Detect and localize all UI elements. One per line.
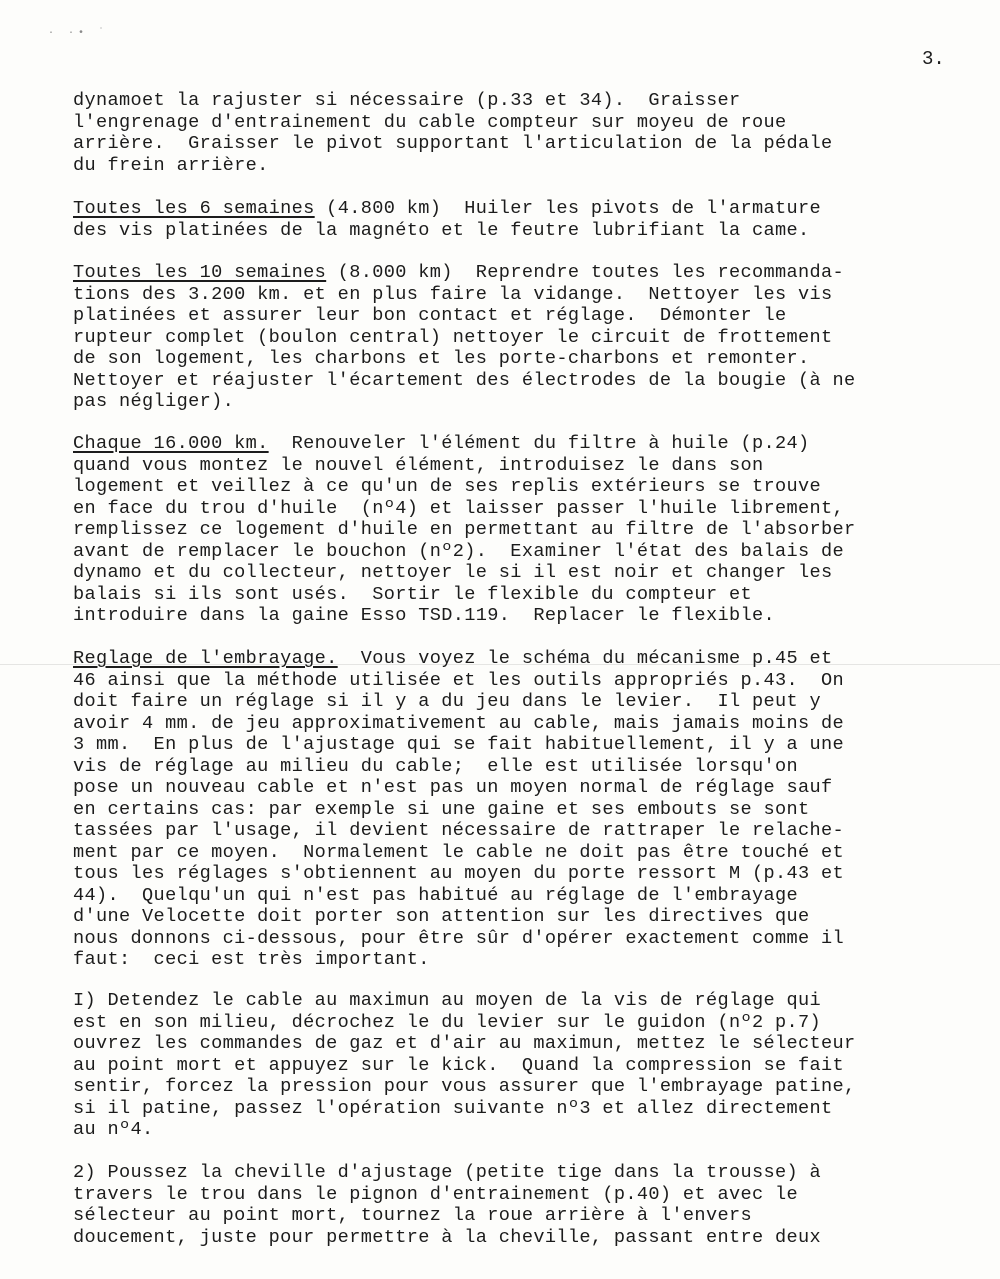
text-line	[73, 284, 833, 305]
text-line	[73, 799, 810, 820]
section-heading: Toutes les 6 semaines	[73, 198, 315, 219]
text-line	[73, 691, 821, 712]
text-run: 46 ainsi que la méthode utilisée et les outils appropriés p.43. On	[73, 669, 845, 691]
text-line	[73, 220, 810, 241]
text-line	[73, 562, 833, 583]
text-run: faut: ceci est très important.	[73, 949, 430, 970]
text-line	[73, 455, 763, 476]
text-run: logement et veillez à ce qu'un de ses replis extérieurs se trouve	[73, 476, 822, 497]
text-line	[73, 777, 833, 798]
text-line	[73, 863, 844, 884]
section-heading: Chaque 16.000 km.	[73, 433, 269, 454]
text-line	[73, 1033, 856, 1054]
text-run: introduire dans la gaine Esso TSD.119. Replacer le flexible.	[73, 605, 775, 626]
text-line	[73, 133, 833, 154]
text-run: Nettoyer et réajuster l'écartement des électrodes de la bougie (à ne	[73, 369, 856, 391]
text-line	[73, 1162, 821, 1183]
text-line	[73, 519, 856, 540]
text-run: 44). Quelqu'un qui n'est pas habitué au réglage de l'embrayage	[73, 884, 799, 906]
text-run: l'engrenage d'entrainement du cable compteur sur moyeu de roue	[73, 111, 787, 133]
text-line	[73, 327, 833, 348]
text-line	[73, 112, 787, 133]
text-run: ouvrez les commandes de gaz et d'air au maximun, mettez le sélecteur	[73, 1033, 856, 1054]
text-line	[73, 370, 856, 391]
text-line	[73, 928, 844, 949]
text-run: pas négliger).	[73, 391, 235, 412]
text-line	[73, 756, 798, 777]
text-line	[73, 605, 775, 626]
text-run: 3 mm. En plus de l'ajustage qui se fait habituellement, il y a une	[73, 734, 845, 755]
text-line	[73, 1098, 833, 1119]
text-run: dynamo et du collecteur, nettoyer le si il est noir et changer les	[73, 562, 833, 583]
text-line	[73, 1076, 856, 1097]
text-line	[73, 262, 844, 283]
text-line	[73, 198, 821, 219]
text-run: en certains cas: par exemple si une gaine et ses embouts se sont	[73, 798, 810, 820]
text-line	[73, 584, 752, 605]
text-run: platinées et assurer leur bon contact et réglage. Démonter le	[73, 305, 787, 326]
text-line	[73, 648, 833, 669]
text-run: (4.800 km) Huiler les pivots de l'armature	[314, 198, 822, 219]
text-run: tassées par l'usage, il devient nécessaire de rattraper le relache-	[73, 820, 845, 841]
text-line	[73, 885, 798, 906]
text-run: de son logement, les charbons et les porte-charbons et remonter.	[73, 348, 810, 369]
text-line	[73, 1119, 154, 1140]
text-run: si il patine, passez l'opération suivante nº3 et allez directement	[73, 1097, 833, 1119]
text-run: Vous voyez le schéma du mécanisme p.45 et	[337, 648, 833, 669]
text-run: vis de réglage au milieu du cable; elle est utilisée lorsqu'on	[73, 755, 799, 777]
text-line	[73, 1205, 752, 1226]
text-run: remplissez ce logement d'huile en permettant au filtre de l'absorber	[73, 519, 856, 540]
text-run: pose un nouveau cable et n'est pas un moyen normal de réglage sauf	[73, 777, 833, 798]
text-run: tions des 3.200 km. et en plus faire la vidange. Nettoyer les vis	[73, 283, 833, 305]
text-line	[73, 670, 844, 691]
text-run: au point mort et appuyez sur le kick. Quand la compression se fait	[73, 1054, 845, 1076]
text-run: rupteur complet (boulon central) nettoyer le circuit de frottement	[73, 326, 833, 348]
text-run: sentir, forcez la pression pour vous assurer que l'embrayage patine,	[73, 1076, 856, 1097]
text-line	[73, 391, 234, 412]
text-line	[73, 949, 430, 970]
text-line	[73, 1227, 821, 1248]
text-run: balais si ils sont usés. Sortir le flexible du compteur et	[73, 583, 752, 605]
text-run: Renouveler l'élément du filtre à huile (p.24)	[268, 433, 810, 454]
text-run: quand vous montez le nouvel élément, introduisez le dans son	[73, 454, 764, 476]
text-run: au nº4.	[73, 1119, 154, 1140]
section-heading: Reglage de l'embrayage.	[73, 648, 338, 669]
scan-specks: · ·• ˙	[48, 28, 109, 39]
text-line	[73, 990, 821, 1011]
text-run: d'une Velocette doit porter son attention sur les directives que	[73, 906, 810, 927]
text-run: sélecteur au point mort, tournez la roue arrière à l'envers	[73, 1205, 752, 1226]
text-run: travers le trou dans le pignon d'entrainement (p.40) et avec le	[73, 1183, 799, 1205]
text-line	[73, 433, 810, 454]
text-run: ment par ce moyen. Normalement le cable ne doit pas être touché et	[73, 841, 845, 863]
text-line	[73, 842, 844, 863]
text-run: avoir 4 mm. de jeu approximativement au cable, mais jamais moins de	[73, 712, 845, 734]
text-line	[73, 734, 844, 755]
section-heading: Toutes les 10 semaines	[73, 262, 327, 283]
text-run: nous donnons ci-dessous, pour être sûr d'opérer exactement comme il	[73, 927, 845, 949]
text-run: doucement, juste pour permettre à la cheville, passant entre deux	[73, 1226, 822, 1248]
text-line	[73, 906, 810, 927]
text-run: dynamoet la rajuster si nécessaire (p.33 et 34). Graisser	[73, 90, 741, 111]
text-line	[73, 90, 740, 111]
text-run: du frein arrière.	[73, 154, 269, 176]
text-run: doit faire un réglage si il y a du jeu dans le levier. Il peut y	[73, 691, 822, 712]
text-line	[73, 1184, 798, 1205]
text-line	[73, 348, 810, 369]
text-line	[73, 820, 844, 841]
text-run: en face du trou d'huile (nº4) et laisser passer l'huile librement,	[73, 497, 845, 519]
text-line	[73, 1012, 821, 1033]
text-run: I) Detendez le cable au maximun au moyen de la vis de réglage qui	[73, 990, 822, 1011]
text-run: est en son milieu, décrochez le du levier sur le guidon (nº2 p.7)	[73, 1011, 822, 1033]
text-line	[73, 476, 821, 497]
text-line	[73, 155, 269, 176]
text-run: arrière. Graisser le pivot supportant l'articulation de la pédale	[73, 133, 833, 154]
text-line	[73, 713, 844, 734]
text-run: (8.000 km) Reprendre toutes les recommanda-	[326, 262, 845, 283]
page-number: 3.	[922, 48, 945, 70]
text-line	[73, 1055, 844, 1076]
text-line	[73, 305, 787, 326]
text-run: avant de remplacer le bouchon (nº2). Examiner l'état des balais de	[73, 540, 845, 562]
text-line	[73, 498, 844, 519]
text-run: 2) Poussez la cheville d'ajustage (petite tige dans la trousse) à	[73, 1162, 822, 1183]
text-run: des vis platinées de la magnéto et le feutre lubrifiant la came.	[73, 219, 810, 241]
text-line	[73, 541, 844, 562]
text-run: tous les réglages s'obtiennent au moyen du porte ressort M (p.43 et	[73, 863, 845, 884]
